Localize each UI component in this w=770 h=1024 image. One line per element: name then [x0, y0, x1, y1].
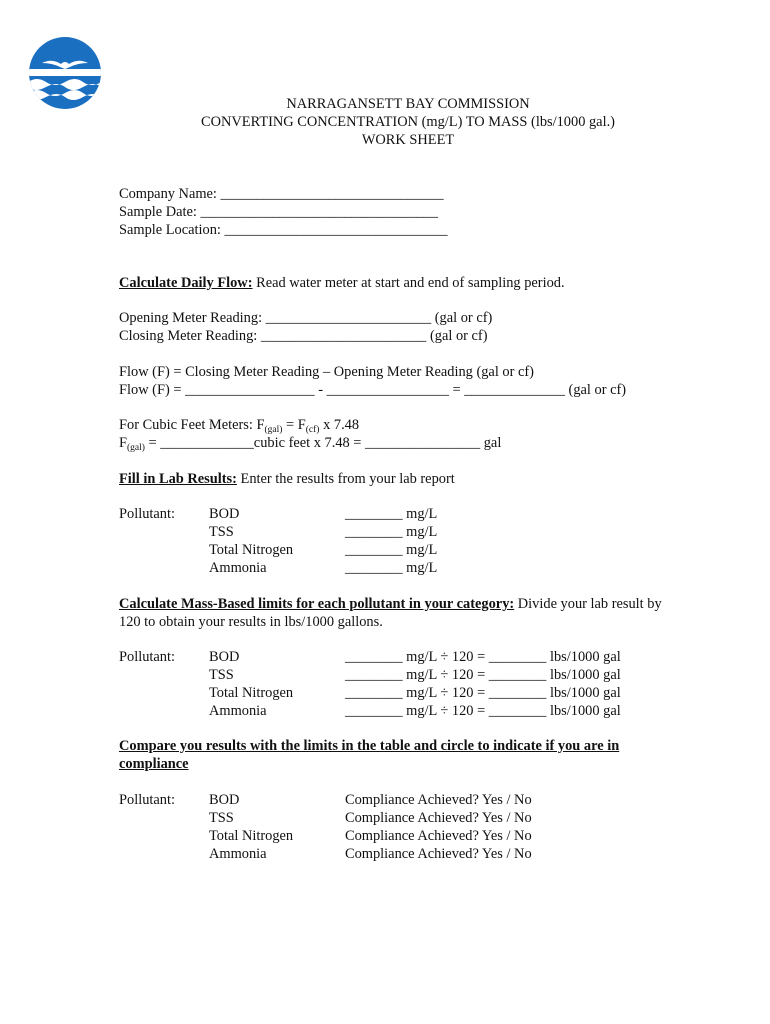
- mass-value-ammonia[interactable]: ________ mg/L ÷ 120 = ________ lbs/1000 gal: [345, 703, 621, 719]
- compliance-heading: Compare you results with the limits in the table and circle to indicate if you are in: [119, 738, 620, 754]
- mass-pollutant-ammonia: Ammonia: [209, 703, 267, 719]
- cf2-sub-gal: (gal): [127, 443, 145, 453]
- company-name-field[interactable]: Company Name: _______________________________: [119, 186, 444, 202]
- compliance-choice-tn[interactable]: Compliance Achieved? Yes / No: [345, 828, 532, 844]
- mass-text-2: 120 to obtain your results in lbs/1000 gallons.: [119, 614, 383, 630]
- opening-meter-field[interactable]: Opening Meter Reading: _______________________ (gal or cf): [119, 310, 493, 326]
- lab-pollutant-ammonia: Ammonia: [209, 560, 267, 576]
- compliance-pollutant-label: Pollutant:: [119, 792, 175, 808]
- cf2-rest: = _____________cubic feet x 7.48 = ________________ gal: [144, 435, 502, 451]
- compliance-pollutant-ammonia: Ammonia: [209, 846, 267, 862]
- lab-pollutant-bod: BOD: [209, 506, 240, 522]
- lab-value-tn[interactable]: ________ mg/L: [345, 542, 438, 558]
- closing-meter-field[interactable]: Closing Meter Reading: _______________________ (gal or cf): [119, 328, 488, 344]
- daily-flow-text: Read water meter at start and end of sampling period.: [252, 275, 565, 291]
- sample-date-field[interactable]: Sample Date: _________________________________: [119, 204, 438, 220]
- daily-flow-heading: Calculate Daily Flow:: [119, 275, 253, 291]
- mass-value-tss[interactable]: ________ mg/L ÷ 120 = ________ lbs/1000 gal: [345, 667, 621, 683]
- cf-mid: = F: [282, 417, 306, 433]
- mass-value-tn[interactable]: ________ mg/L ÷ 120 = ________ lbs/1000 gal: [345, 685, 621, 701]
- compliance-pollutant-bod: BOD: [209, 792, 240, 808]
- compliance-choice-ammonia[interactable]: Compliance Achieved? Yes / No: [345, 846, 532, 862]
- lab-pollutant-tn: Total Nitrogen: [209, 542, 294, 558]
- header-line-3: WORK SHEET: [361, 132, 455, 148]
- lab-results-heading: Fill in Lab Results:: [119, 471, 237, 487]
- cf-sub-cf: (cf): [305, 425, 320, 435]
- lab-results-intro: [119, 470, 455, 488]
- header-line-2: CONVERTING CONCENTRATION (mg/L) TO MASS (lbs/1000 gal.): [201, 114, 615, 130]
- cf2-f: F: [119, 435, 128, 451]
- lab-value-ammonia[interactable]: ________ mg/L: [345, 560, 438, 576]
- mass-pollutant-tn: Total Nitrogen: [209, 685, 294, 701]
- mass-text: Divide your lab result by: [514, 596, 662, 612]
- lab-value-bod[interactable]: ________ mg/L: [345, 506, 438, 522]
- mass-value-bod[interactable]: ________ mg/L ÷ 120 = ________ lbs/1000 gal: [345, 649, 621, 665]
- mass-pollutant-tss: TSS: [209, 667, 234, 683]
- lab-results-text: Enter the results from your lab report: [236, 471, 455, 487]
- mass-intro: [119, 595, 662, 613]
- lab-value-tss[interactable]: ________ mg/L: [345, 524, 438, 540]
- cf-sub-gal: (gal): [264, 425, 283, 435]
- compliance-heading-2: compliance: [119, 756, 189, 772]
- lab-pollutant-tss: TSS: [209, 524, 234, 540]
- mass-heading: Calculate Mass-Based limits for each pollutant in your category:: [119, 596, 515, 612]
- header-line-1: NARRAGANSETT BAY COMMISSION: [286, 96, 530, 112]
- compliance-pollutant-tss: TSS: [209, 810, 234, 826]
- cf-label: For Cubic Feet Meters: F: [119, 417, 265, 433]
- compliance-choice-bod[interactable]: Compliance Achieved? Yes / No: [345, 792, 532, 808]
- daily-flow-intro: [119, 274, 565, 292]
- cf-end: x 7.48: [319, 417, 360, 433]
- mass-pollutant-label: Pollutant:: [119, 649, 175, 665]
- mass-pollutant-bod: BOD: [209, 649, 240, 665]
- compliance-pollutant-tn: Total Nitrogen: [209, 828, 294, 844]
- cubic-feet-calculation-field[interactable]: [119, 434, 501, 457]
- lab-pollutant-label: Pollutant:: [119, 506, 175, 522]
- flow-calculation-field[interactable]: Flow (F) = __________________ - _________________ = ______________ (gal or cf): [119, 382, 627, 398]
- compliance-choice-tss[interactable]: Compliance Achieved? Yes / No: [345, 810, 532, 826]
- flow-formula: Flow (F) = Closing Meter Reading – Opening Meter Reading (gal or cf): [119, 364, 534, 380]
- sample-location-field[interactable]: Sample Location: _______________________________: [119, 222, 448, 238]
